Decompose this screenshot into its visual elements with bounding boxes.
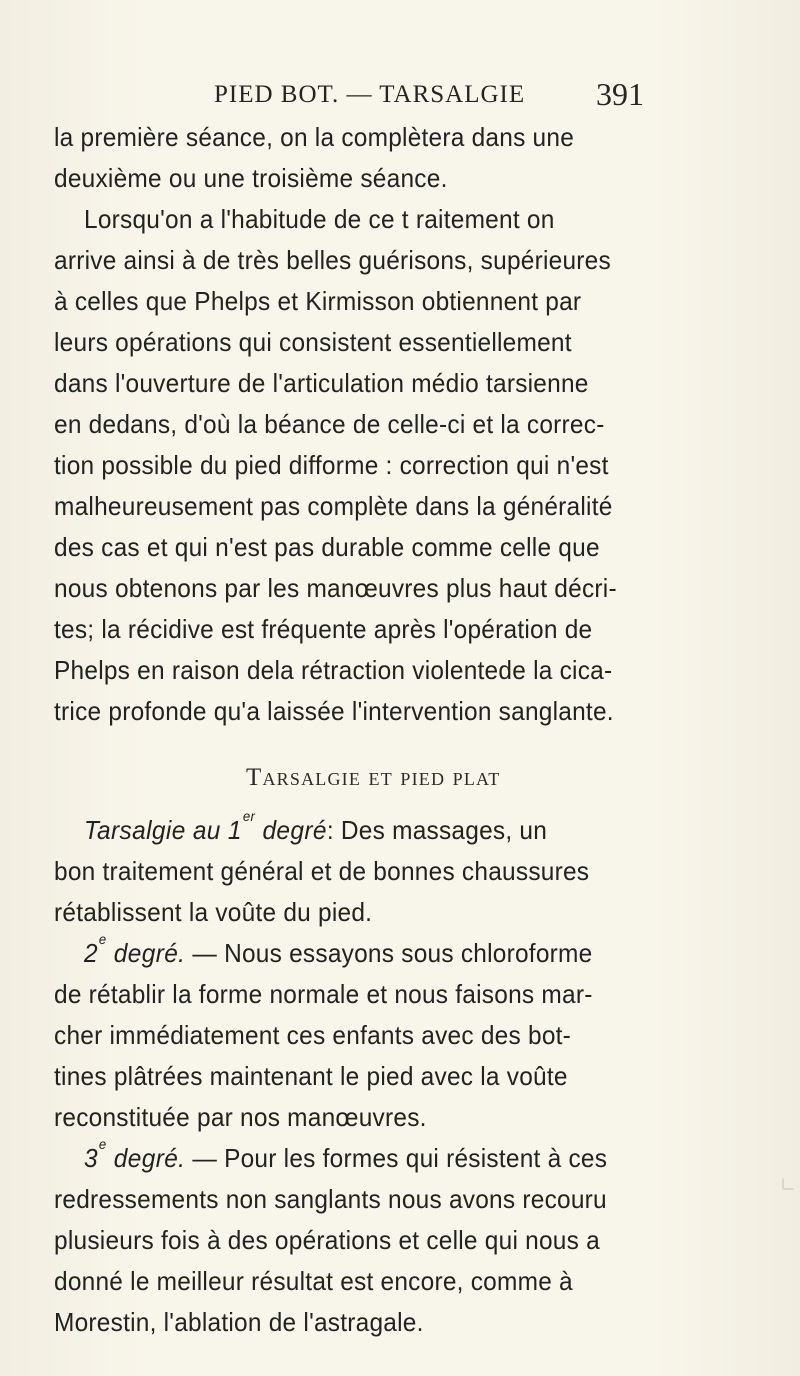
running-title: PIED BOT. — TARSALGIE — [214, 81, 526, 108]
text-line: donné le meilleur résultat est encore, comme à — [54, 1266, 573, 1296]
degree-text: — Nous essayons sous chloroforme — [185, 938, 593, 968]
text-line: à celles que Phelps et Kirmisson obtiennent par — [54, 286, 582, 316]
text-line: tines plâtrées maintenant le pied avec la voûte — [54, 1061, 568, 1091]
text-line: malheureusement pas complète dans la généralité — [54, 491, 613, 521]
section-title: Tarsalgie et pied plat — [246, 764, 501, 791]
text-line — [84, 931, 593, 968]
text-line: de rétablir la forme normale et nous faisons mar- — [54, 979, 593, 1009]
text-line: tion possible du pied difforme : correction qui n'est — [54, 450, 609, 480]
degree-superscript: er — [242, 808, 256, 825]
text-line: plusieurs fois à des opérations et celle qui nous a — [54, 1225, 600, 1255]
degree-superscript: e — [98, 931, 107, 948]
degree-number: 2 — [84, 938, 98, 968]
text-line: leurs opérations qui consistent essentiellement — [54, 327, 572, 357]
text-line: Morestin, l'ablation de l'astragale. — [54, 1307, 424, 1337]
degree-text: — Pour les formes qui résistent à ces — [185, 1143, 608, 1173]
page-mark — [782, 1178, 794, 1190]
degree-label — [84, 931, 186, 968]
text-line: Phelps en raison dela rétraction violentede la cica- — [54, 655, 613, 685]
text-line: dans l'ouverture de l'articulation médio tarsienne — [54, 368, 589, 398]
text-line: la première séance, on la complètera dans une — [54, 122, 575, 152]
text-line — [84, 1136, 608, 1173]
text-line: cher immédiatement ces enfants avec des bot- — [54, 1020, 572, 1050]
text-line — [84, 808, 548, 845]
text-line: Lorsqu'on a l'habitude de ce t raitement on — [84, 204, 555, 234]
text-line: trice profonde qu'a laissée l'intervention sanglante. — [54, 696, 614, 726]
text-line: arrive ainsi à de très belles guérisons, supérieures — [54, 245, 611, 275]
degree-label-suffix: degré. — [106, 1143, 186, 1173]
text-line: nous obtenons par les manœuvres plus haut décri- — [54, 573, 617, 603]
text-line: redressements non sanglants nous avons recouru — [54, 1184, 607, 1214]
text-line: bon traitement général et de bonnes chaussures — [54, 856, 590, 886]
degree-text: : Des massages, un — [326, 815, 548, 845]
text-line: des cas et qui n'est pas durable comme celle que — [54, 532, 600, 562]
degree-label-suffix: degré — [255, 815, 327, 845]
degree-superscript: e — [98, 1136, 107, 1153]
text-line: tes; la récidive est fréquente après l'opération de — [54, 614, 593, 644]
text-line: rétablissent la voûte du pied. — [54, 897, 373, 927]
degree-number: 3 — [84, 1143, 98, 1173]
degree-label-prefix: Tarsalgie au 1 — [84, 815, 242, 845]
text-line: deuxième ou une troisième séance. — [54, 163, 448, 193]
text-line: en dedans, d'où la béance de celle-ci et la correc- — [54, 409, 605, 439]
page-number: 391 — [596, 76, 644, 112]
text-line: reconstituée par nos manœuvres. — [54, 1102, 427, 1132]
degree-label-suffix: degré. — [106, 938, 186, 968]
degree-label — [84, 1136, 186, 1173]
degree-label — [84, 808, 327, 845]
